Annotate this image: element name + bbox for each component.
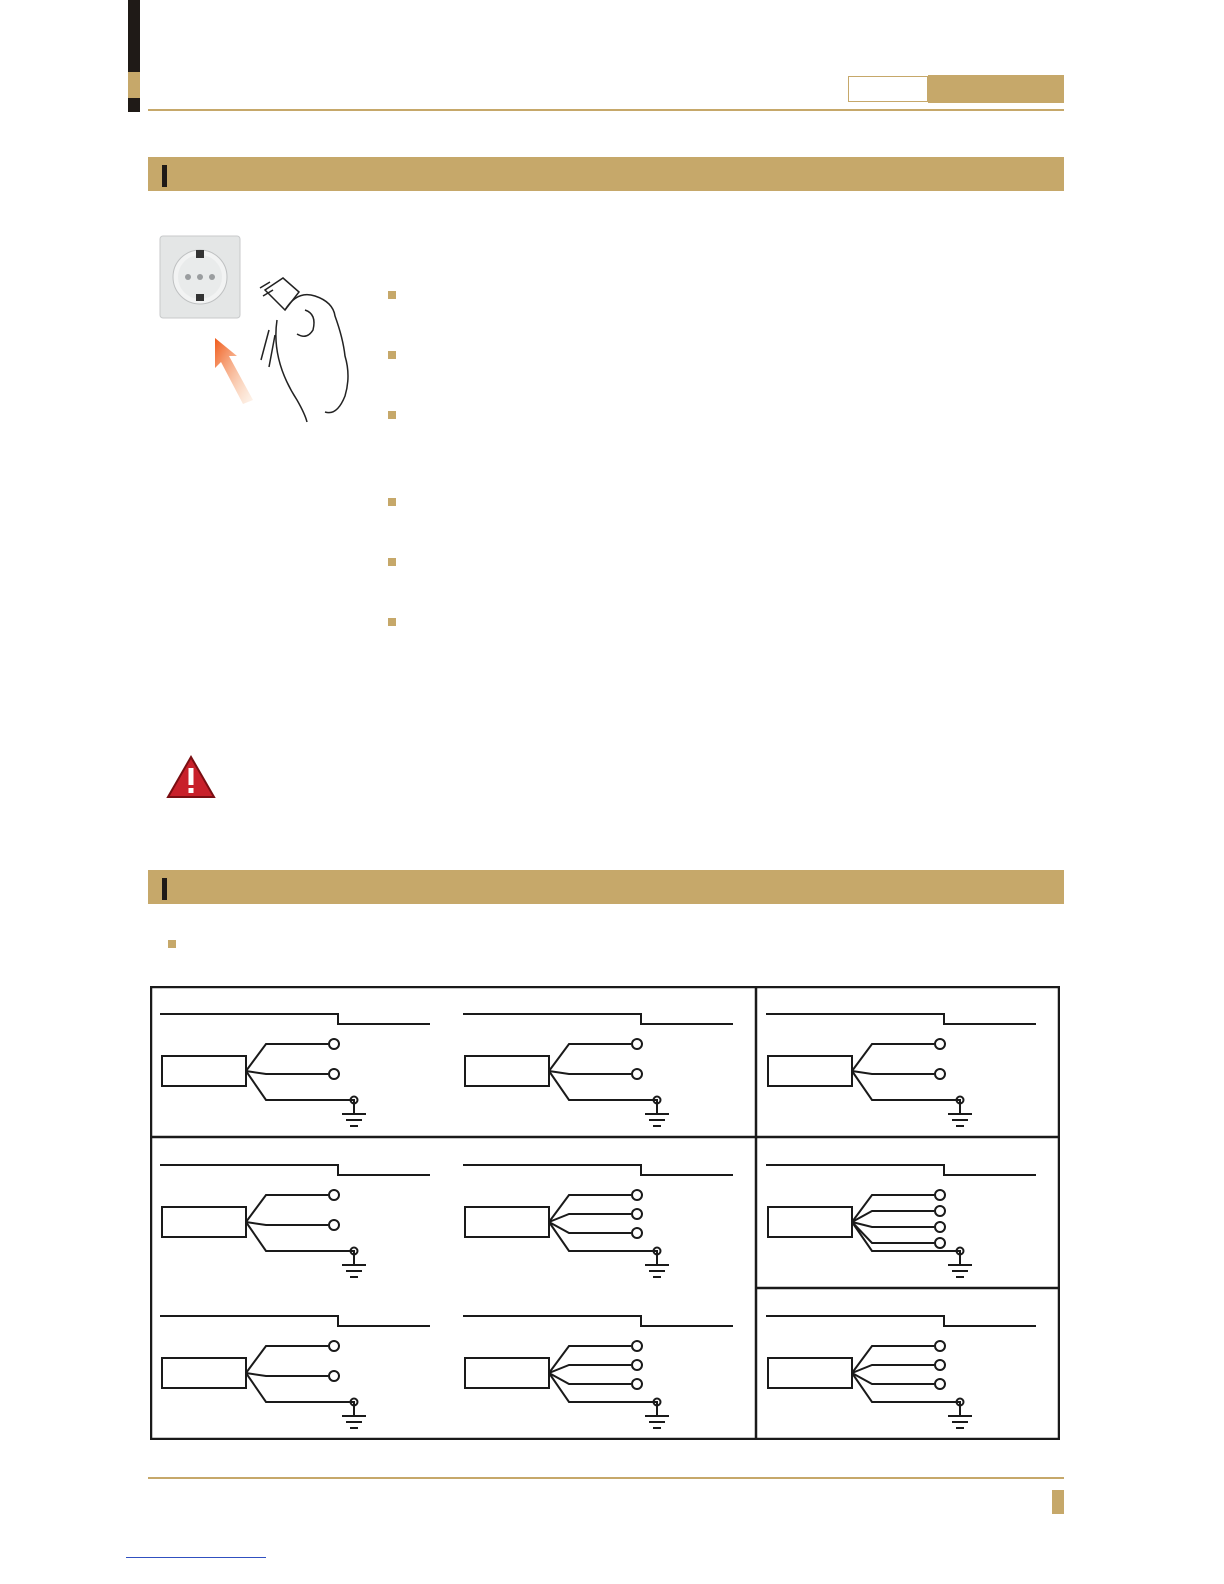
cable-box bbox=[162, 1207, 246, 1237]
section-heading-bar-1 bbox=[148, 157, 1064, 191]
bullet-marker bbox=[388, 291, 396, 299]
wall-socket-icon bbox=[160, 236, 240, 318]
step-line bbox=[463, 1316, 733, 1326]
wire bbox=[246, 1044, 328, 1071]
wire bbox=[549, 1214, 631, 1222]
terminal bbox=[632, 1069, 642, 1079]
wire bbox=[549, 1044, 631, 1071]
header-rule bbox=[148, 109, 1064, 111]
section-heading-bar-2 bbox=[148, 870, 1064, 904]
terminal bbox=[632, 1209, 642, 1219]
terminal bbox=[632, 1360, 642, 1370]
step-line bbox=[160, 1165, 430, 1175]
terminal bbox=[935, 1341, 945, 1351]
terminal bbox=[935, 1360, 945, 1370]
wiring-cell bbox=[766, 1316, 1036, 1428]
terminal bbox=[632, 1379, 642, 1389]
edge-bar-dark-bottom bbox=[128, 98, 140, 112]
socket-plug-illustration bbox=[155, 230, 365, 430]
cable-box bbox=[768, 1207, 852, 1237]
terminal bbox=[329, 1371, 339, 1381]
bullet-marker bbox=[168, 940, 176, 948]
wiring-cell bbox=[766, 1014, 1036, 1126]
wire bbox=[852, 1211, 934, 1222]
cable-box bbox=[162, 1358, 246, 1388]
wire bbox=[246, 1373, 328, 1376]
bullet-marker bbox=[388, 411, 396, 419]
arrow-icon bbox=[215, 338, 253, 404]
bullet-marker bbox=[388, 351, 396, 359]
footer-link-underline bbox=[126, 1557, 266, 1558]
wire bbox=[852, 1195, 934, 1222]
wire bbox=[246, 1071, 328, 1074]
cable-box bbox=[465, 1056, 549, 1086]
wiring-cell bbox=[766, 1165, 1036, 1277]
wire bbox=[246, 1195, 328, 1222]
wiring-diagram-grid bbox=[150, 986, 1060, 1440]
terminal bbox=[632, 1228, 642, 1238]
section-mark bbox=[162, 878, 167, 900]
wiring-cell bbox=[463, 1014, 733, 1126]
terminal bbox=[935, 1206, 945, 1216]
step-line bbox=[766, 1014, 1036, 1024]
cable-box bbox=[768, 1358, 852, 1388]
bullet-marker bbox=[388, 618, 396, 626]
wire bbox=[246, 1346, 328, 1373]
section-mark bbox=[162, 165, 167, 187]
terminal bbox=[935, 1190, 945, 1200]
warning-triangle-icon bbox=[166, 755, 216, 799]
wire bbox=[549, 1071, 631, 1074]
terminal bbox=[329, 1069, 339, 1079]
wire bbox=[852, 1373, 934, 1384]
bullet-marker bbox=[388, 558, 396, 566]
terminal bbox=[329, 1220, 339, 1230]
edge-bar-gold bbox=[128, 72, 140, 98]
wire bbox=[852, 1222, 934, 1227]
terminal bbox=[329, 1190, 339, 1200]
terminal bbox=[935, 1238, 945, 1248]
terminal bbox=[935, 1222, 945, 1232]
cable-box bbox=[162, 1056, 246, 1086]
cable-box bbox=[465, 1207, 549, 1237]
terminal bbox=[935, 1069, 945, 1079]
footer-rule bbox=[148, 1477, 1064, 1479]
wiring-cell bbox=[463, 1316, 733, 1428]
cable-box bbox=[465, 1358, 549, 1388]
terminal bbox=[935, 1039, 945, 1049]
wire bbox=[549, 1222, 631, 1233]
wire bbox=[549, 1373, 631, 1384]
step-line bbox=[160, 1014, 430, 1024]
step-line bbox=[463, 1165, 733, 1175]
wire bbox=[852, 1071, 934, 1074]
terminal bbox=[632, 1341, 642, 1351]
wire bbox=[246, 1222, 328, 1225]
terminal bbox=[329, 1341, 339, 1351]
edge-bar-dark bbox=[128, 0, 140, 72]
wiring-cell bbox=[160, 1014, 430, 1126]
wiring-cell bbox=[160, 1165, 430, 1277]
terminal bbox=[632, 1039, 642, 1049]
step-line bbox=[463, 1014, 733, 1024]
terminal bbox=[935, 1379, 945, 1389]
wiring-cell bbox=[463, 1165, 733, 1277]
cable-box bbox=[768, 1056, 852, 1086]
wire bbox=[852, 1365, 934, 1373]
step-line bbox=[766, 1316, 1036, 1326]
terminal bbox=[632, 1190, 642, 1200]
wiring-cell bbox=[160, 1316, 430, 1428]
header-tab-filled bbox=[928, 75, 1064, 103]
step-line bbox=[160, 1316, 430, 1326]
step-line bbox=[766, 1165, 1036, 1175]
terminal bbox=[329, 1039, 339, 1049]
header-tab-outline bbox=[848, 76, 928, 102]
bullet-marker bbox=[388, 498, 396, 506]
wire bbox=[852, 1044, 934, 1071]
wire bbox=[549, 1365, 631, 1373]
page-number-tab bbox=[1052, 1490, 1064, 1514]
plug-in-hand-icon bbox=[260, 278, 348, 422]
